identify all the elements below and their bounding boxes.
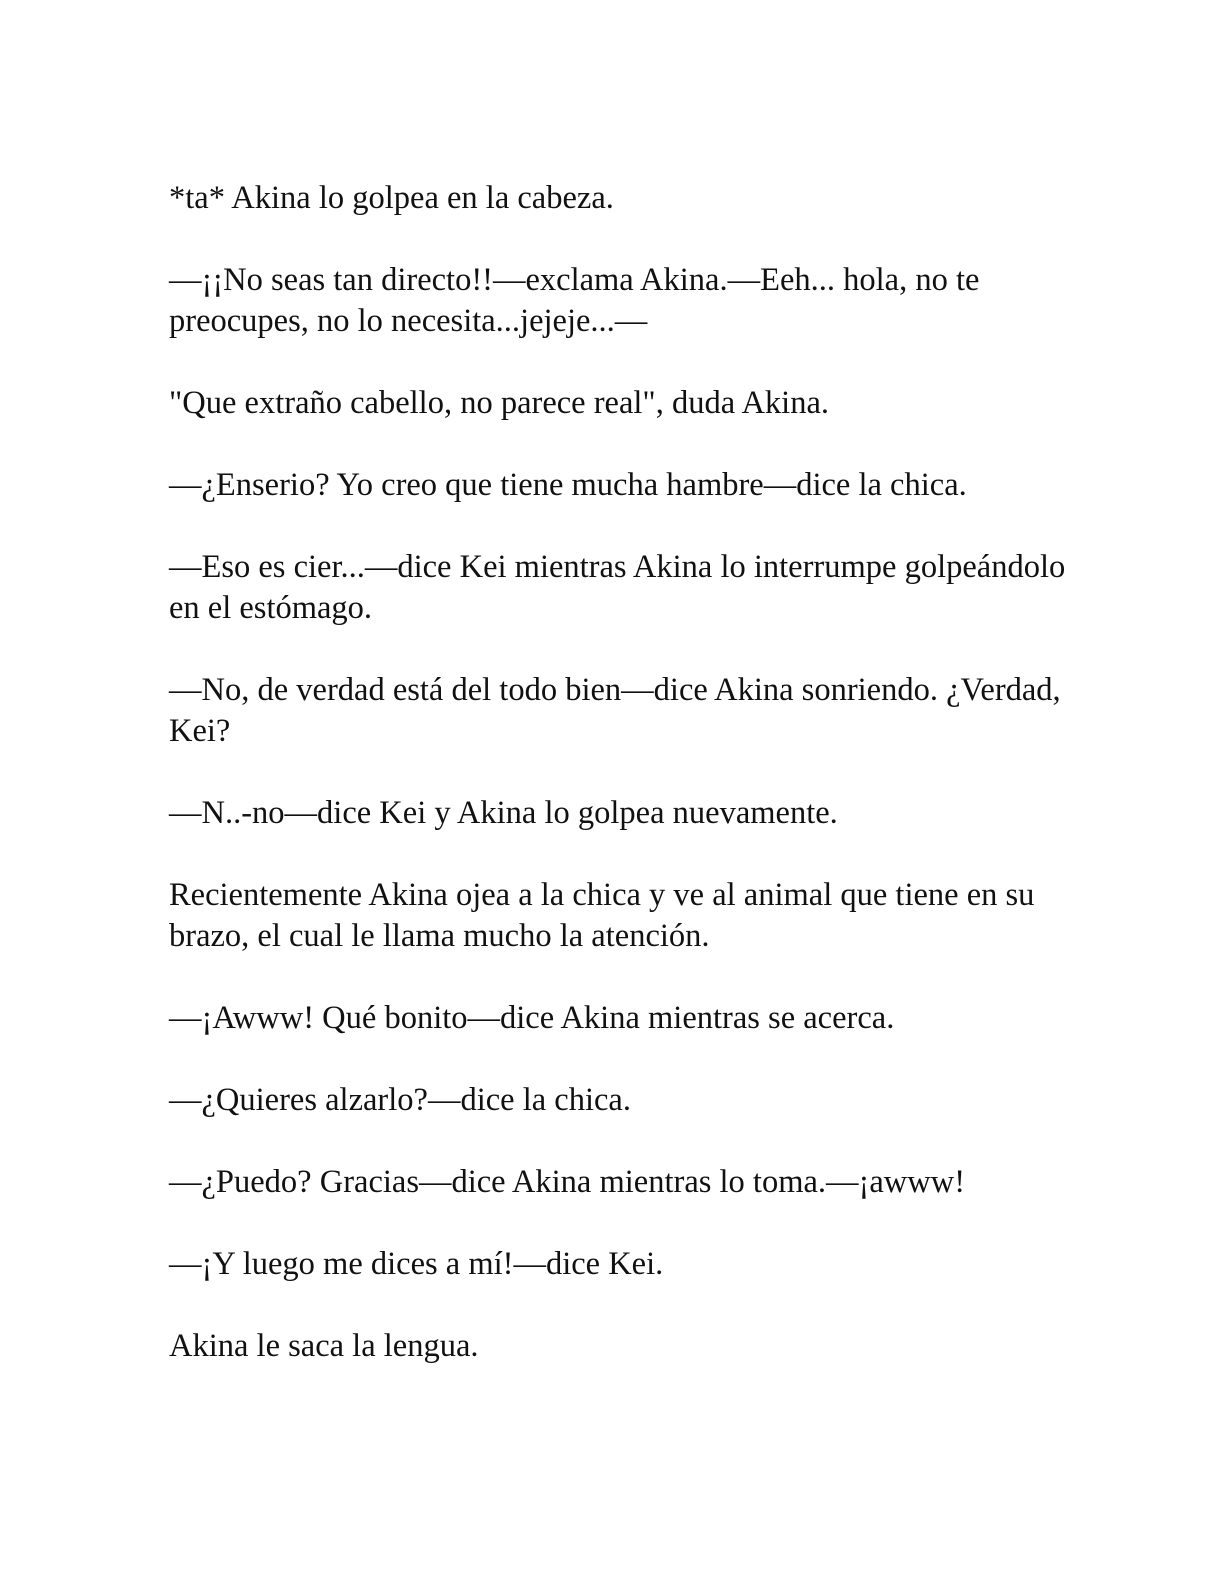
body-text xyxy=(169,178,1069,1408)
paragraph: —¡Awww! Qué bonito—dice Akina mientras se acerca. xyxy=(169,1000,895,1036)
paragraph: "Que extraño cabello, no parece real", duda Akina. xyxy=(169,385,829,421)
paragraph: —N..-no—dice Kei y Akina lo golpea nuevamente. xyxy=(169,795,838,831)
paragraph: —¿Puedo? Gracias—dice Akina mientras lo toma.—¡awww! xyxy=(169,1164,966,1200)
paragraph: —¿Quieres alzarlo?—dice la chica. xyxy=(169,1082,631,1118)
paragraph: Akina le saca la lengua. xyxy=(169,1328,479,1364)
paragraph: —¡¡No seas tan directo!!—exclama Akina.—Eeh... hola, no te preocupes, no lo necesita...jejeje...— xyxy=(169,262,980,339)
paragraph: Recientemente Akina ojea a la chica y ve al animal que tiene en su brazo, el cual le llama mucho la atención. xyxy=(169,877,1035,954)
paragraph: —Eso es cier...—dice Kei mientras Akina lo interrumpe golpeándolo en el estómago. xyxy=(169,549,1066,626)
paragraph: *ta* Akina lo golpea en la cabeza. xyxy=(169,180,614,216)
paragraph: —¡Y luego me dices a mí!—dice Kei. xyxy=(169,1246,664,1282)
paragraph: —¿Enserio? Yo creo que tiene mucha hambre—dice la chica. xyxy=(169,467,967,503)
paragraph: —No, de verdad está del todo bien—dice Akina sonriendo. ¿Verdad, Kei? xyxy=(169,672,1061,749)
